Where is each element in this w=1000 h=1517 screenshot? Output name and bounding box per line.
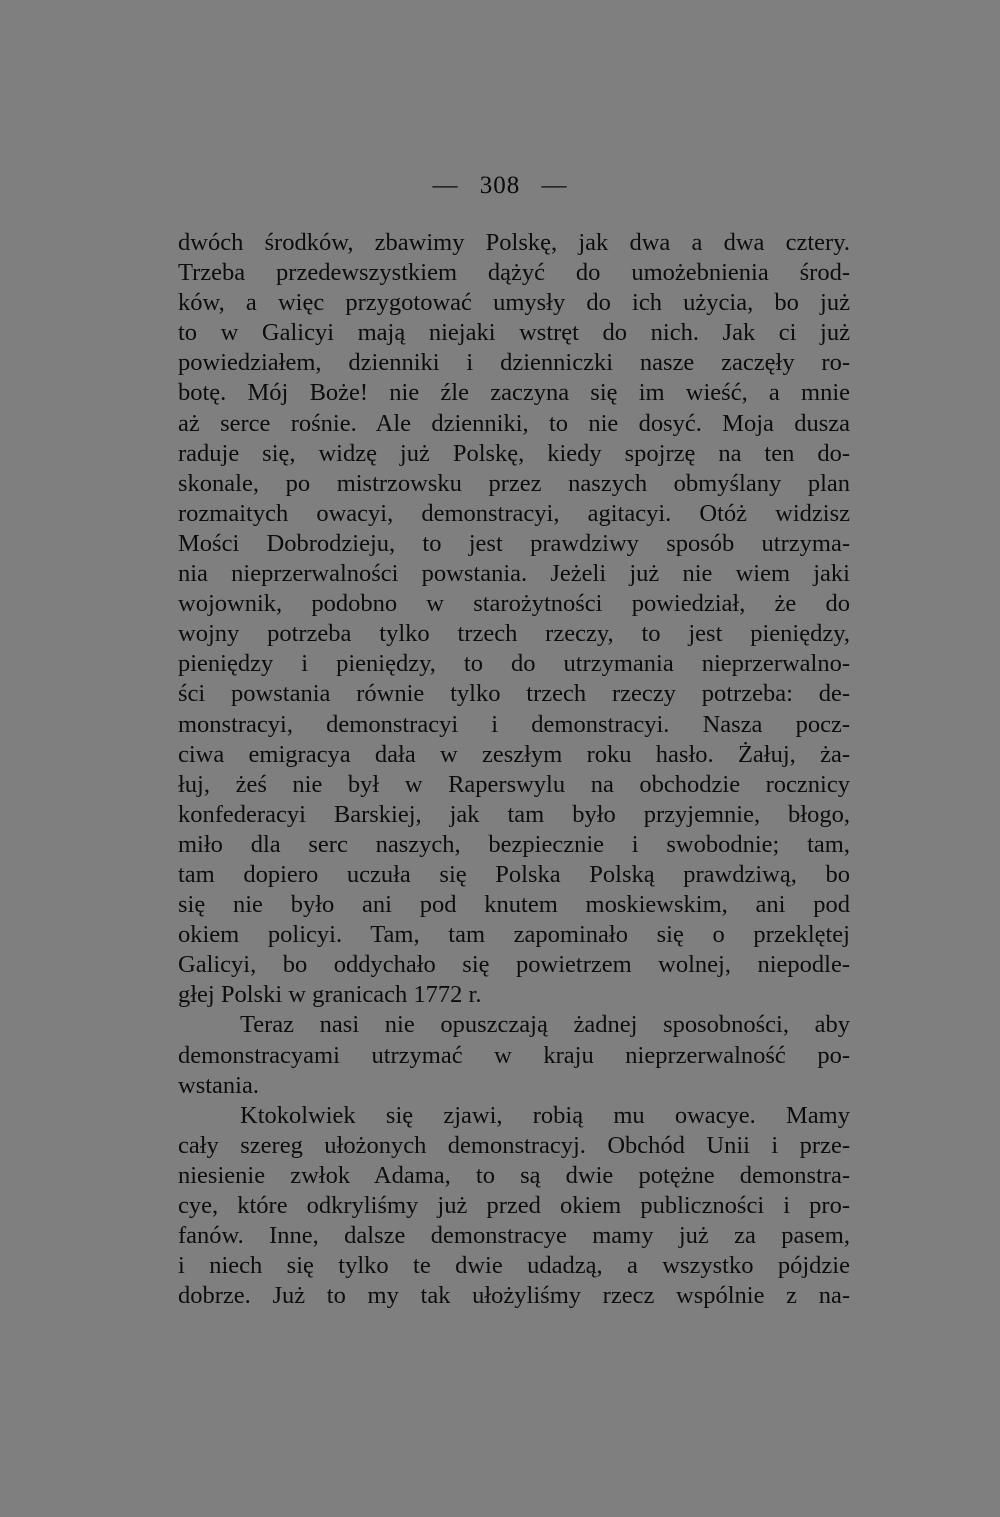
page-header	[0, 172, 1000, 200]
text-line: Mości Dobrodzieju, to jest prawdziwy sposób utrzyma-	[178, 529, 850, 557]
text-line: okiem policyi. Tam, tam zapominało się o przeklętej	[178, 921, 850, 949]
text-line: monstracyi, demonstracyi i demonstracyi. Nasza pocz-	[178, 710, 850, 738]
text-line: ciwa emigracya dała w zeszłym roku hasło. Żałuj, ża-	[178, 740, 850, 768]
page-number: 308	[479, 172, 521, 199]
text-line-paragraph-start: Ktokolwiek się zjawi, robią mu owacye. Mamy	[240, 1101, 850, 1129]
text-line-paragraph-end: głej Polski w granicach 1772 r.	[178, 981, 482, 1009]
text-line: się nie było ani pod knutem moskiewskim, ani pod	[178, 891, 850, 919]
text-line: cały szereg ułożonych demonstracyj. Obchód Unii i prze-	[178, 1131, 850, 1159]
text-line-paragraph-end: wstania.	[178, 1071, 259, 1099]
text-line: rozmaitych owacyi, demonstracyi, agitacyi. Otóż widzisz	[178, 499, 850, 527]
body-text	[178, 228, 850, 1311]
text-line: fanów. Inne, dalsze demonstracye mamy już za pasem,	[178, 1222, 850, 1250]
text-line: wojny potrzeba tylko trzech rzeczy, to jest pieniędzy,	[178, 620, 850, 648]
text-line: botę. Mój Boże! nie źle zaczyna się im wieść, a mnie	[178, 379, 850, 407]
text-line: dobrze. Już to my tak ułożyliśmy rzecz wspólnie z na-	[178, 1282, 850, 1310]
text-line: powiedziałem, dzienniki i dzienniczki nasze zaczęły ro-	[178, 349, 850, 377]
text-line: miło dla serc naszych, bezpiecznie i swobodnie; tam,	[178, 830, 850, 858]
text-line: pieniędzy i pieniędzy, to do utrzymania nieprzerwalno-	[178, 650, 850, 678]
text-line: wojownik, podobno w starożytności powiedział, że do	[178, 590, 850, 618]
text-line: tam dopiero uczuła się Polska Polską prawdziwą, bo	[178, 860, 850, 888]
text-line: Galicyi, bo oddychało się powietrzem wolnej, niepodle-	[178, 951, 850, 979]
text-line-paragraph-start: Teraz nasi nie opuszczają żadnej sposobności, aby	[240, 1011, 850, 1039]
text-line: ści powstania równie tylko trzech rzeczy potrzeba: de-	[178, 680, 850, 708]
text-line: ków, a więc przygotować umysły do ich użycia, bo już	[178, 289, 850, 317]
text-line: skonale, po mistrzowsku przez naszych obmyślany plan	[178, 469, 850, 497]
text-line: Trzeba przedewszystkiem dążyć do umożebnienia środ-	[178, 259, 850, 287]
text-line: niesienie zwłok Adama, to są dwie potężne demonstra-	[178, 1161, 850, 1189]
text-line: dwóch środków, zbawimy Polskę, jak dwa a dwa cztery.	[178, 229, 850, 256]
text-line: i niech się tylko te dwie udadzą, a wszystko pójdzie	[178, 1252, 850, 1280]
text-line: konfederacyi Barskiej, jak tam było przyjemnie, błogo,	[178, 800, 850, 828]
text-line: cye, które odkryliśmy już przed okiem publiczności i pro-	[178, 1192, 850, 1219]
text-line: to w Galicyi mają niejaki wstręt do nich. Jak ci już	[178, 319, 850, 347]
header-dash-left: —	[432, 172, 459, 199]
header-dash-right: —	[541, 172, 568, 199]
text-line: nia nieprzerwalności powstania. Jeżeli już nie wiem jaki	[178, 560, 850, 588]
text-line: demonstracyami utrzymać w kraju nieprzerwalność po-	[178, 1041, 850, 1069]
text-line: łuj, żeś nie był w Raperswylu na obchodzie rocznicy	[178, 770, 850, 798]
text-line: aż serce rośnie. Ale dzienniki, to nie dosyć. Moja dusza	[178, 409, 850, 437]
text-line: raduje się, widzę już Polskę, kiedy spojrzę na ten do-	[178, 439, 850, 467]
